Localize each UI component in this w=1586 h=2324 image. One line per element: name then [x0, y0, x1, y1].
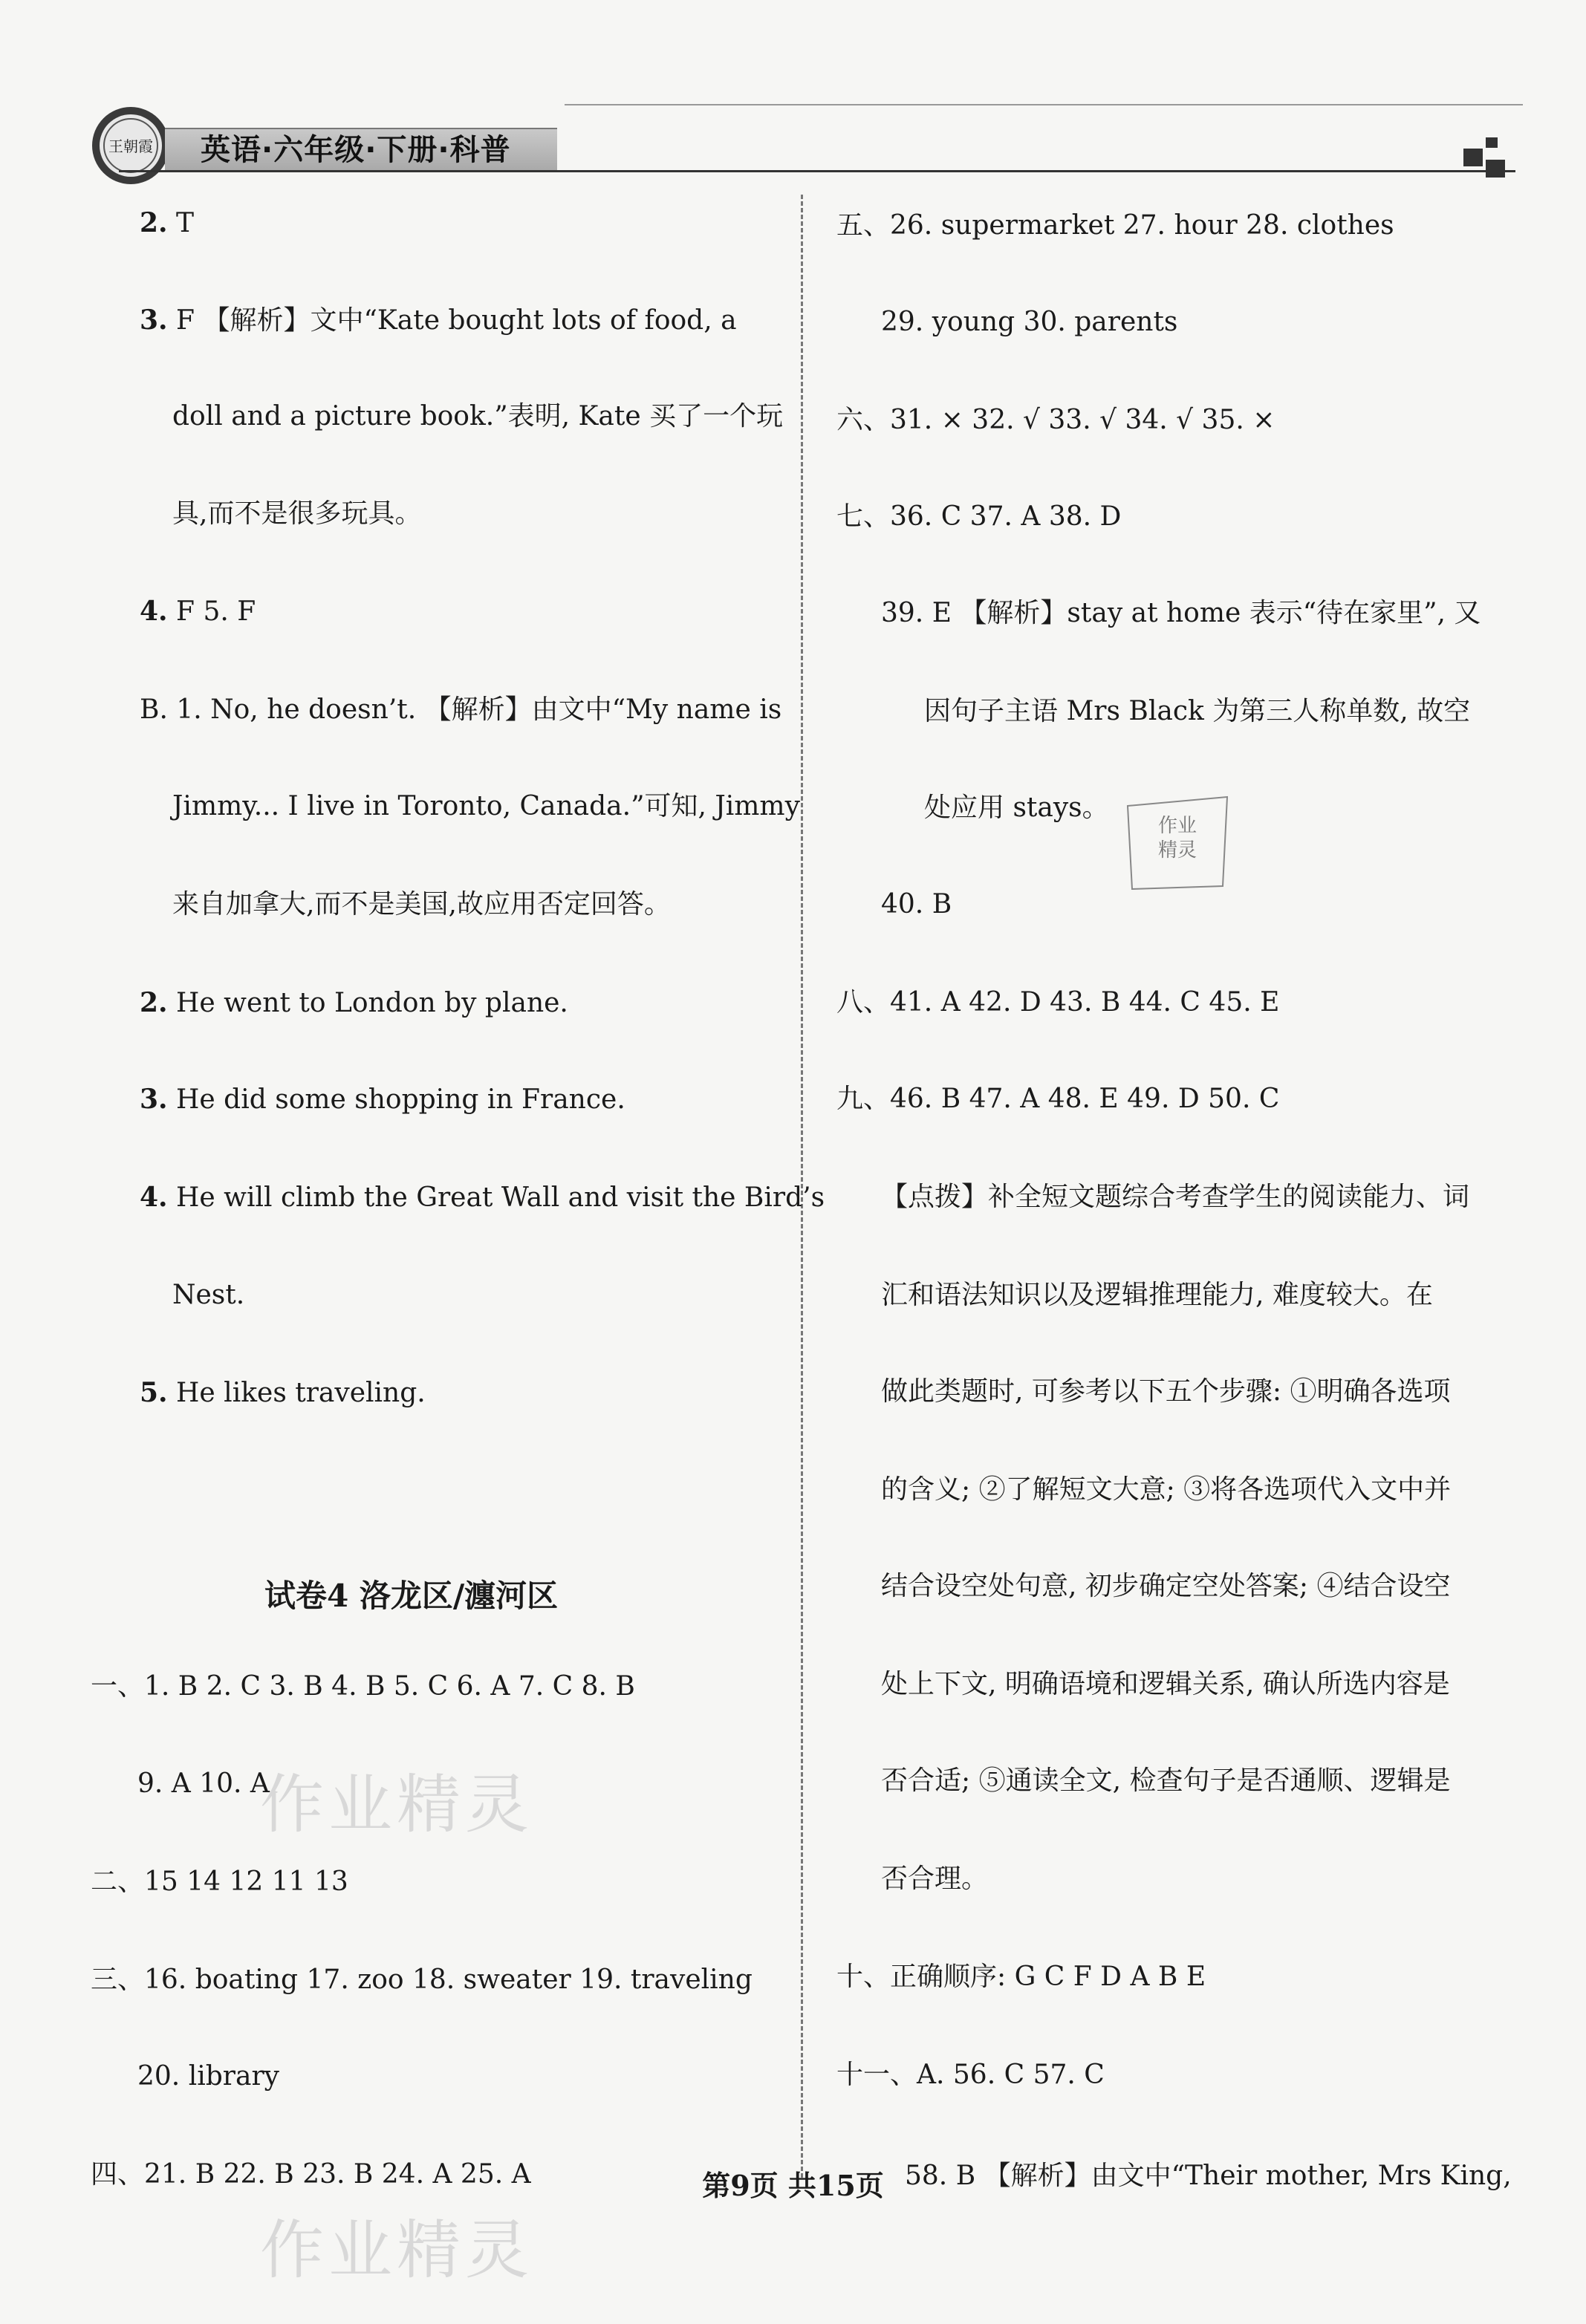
- answer-line: 20. library: [137, 2061, 279, 2092]
- header-title: 英语·六年级·下册·科普: [201, 133, 511, 167]
- answer-line: 3. F 【解析】文中“Kate bought lots of food, a: [140, 305, 737, 336]
- answer-line: 五、26. supermarket 27. hour 28. clothes: [836, 210, 1394, 241]
- answer-line: 40. B: [881, 889, 952, 919]
- answer-line: doll and a picture book.”表明, Kate 买了一个玩: [172, 401, 784, 432]
- answer-line: 来自加拿大,而不是美国,故应用否定回答。: [172, 889, 671, 919]
- answer-line: 处上下文, 明确语境和逻辑关系, 确认所选内容是: [881, 1669, 1450, 1699]
- answer-line: 处应用 stays。: [924, 792, 1109, 823]
- answer-line: 具,而不是很多玩具。: [172, 498, 422, 529]
- answer-line: 十一、A. 56. C 57. C: [836, 2060, 1105, 2090]
- corner-square-icon: [1486, 160, 1505, 178]
- answer-line: 否合适; ⑤通读全文, 检查句子是否通顺、逻辑是: [881, 1765, 1451, 1796]
- section-title: 试卷4 洛龙区/瀍河区: [264, 1578, 559, 1614]
- svg-text:作业: 作业: [1157, 815, 1197, 837]
- answer-line: 汇和语法知识以及逻辑推理能力, 难度较大。在: [881, 1280, 1433, 1310]
- answer-line: 【点拨】补全短文题综合考查学生的阅读能力、词: [881, 1182, 1470, 1212]
- header-top-rule: [565, 104, 1523, 105]
- answer-line: Jimmy... I live in Toronto, Canada.”可知, Jimmy: [172, 791, 800, 821]
- answer-line: 一、1. B 2. C 3. B 4. B 5. C 6. A 7. C 8. B: [91, 1671, 635, 1702]
- answer-line: 58. B 【解析】由文中“Their mother, Mrs King,: [905, 2161, 1512, 2191]
- answer-line: 4. F 5. F: [140, 596, 256, 627]
- answer-line: 七、36. C 37. A 38. D: [836, 501, 1122, 532]
- corner-square-icon: [1463, 149, 1483, 166]
- answer-line: 否合理。: [881, 1864, 989, 1894]
- answer-line: B. 1. No, he doesn’t. 【解析】由文中“My name is: [140, 694, 782, 725]
- answer-line: 的含义; ②了解短文大意; ③将各选项代入文中并: [881, 1474, 1452, 1505]
- answer-line: 4. He will climb the Great Wall and visit the Bird’s: [140, 1182, 825, 1213]
- logo-text: 王朝霞: [108, 137, 153, 155]
- answer-line: 六、31. × 32. √ 33. √ 34. √ 35. ×: [836, 405, 1275, 435]
- watermark: 作业精灵: [260, 1768, 533, 1842]
- answer-line: 9. A 10. A: [137, 1768, 270, 1799]
- answer-line: 39. E 【解析】stay at home 表示“待在家里”, 又: [881, 598, 1481, 628]
- watermark: 作业精灵: [260, 2213, 533, 2288]
- answer-line: 2. T: [140, 207, 195, 238]
- stamp: [1122, 791, 1233, 895]
- answer-line: 十、正确顺序: G C F D A B E: [836, 1962, 1206, 1992]
- answer-line: Nest.: [172, 1280, 245, 1310]
- answer-line: 结合设空处句意, 初步确定空处答案; ④结合设空: [881, 1571, 1451, 1601]
- answer-line: 八、41. A 42. D 43. B 44. C 45. E: [836, 987, 1280, 1018]
- corner-square-icon: [1486, 137, 1498, 148]
- svg-text:精灵: 精灵: [1157, 839, 1197, 862]
- publisher-logo: [89, 104, 172, 187]
- answer-line: 四、21. B 22. B 23. B 24. A 25. A: [91, 2159, 531, 2190]
- answer-line: 5. He likes traveling.: [140, 1377, 426, 1408]
- answer-line: 因句子主语 Mrs Black 为第三人称单数, 故空: [924, 696, 1471, 726]
- answer-line: 3. He did some shopping in France.: [140, 1084, 625, 1115]
- header-rule: [119, 170, 1515, 172]
- answer-line: 三、16. boating 17. zoo 18. sweater 19. traveling: [91, 1965, 753, 1995]
- answer-line: 做此类题时, 可参考以下五个步骤: ①明确各选项: [881, 1376, 1451, 1407]
- answer-line: 29. young 30. parents: [881, 307, 1178, 337]
- answer-line: 九、46. B 47. A 48. E 49. D 50. C: [836, 1084, 1280, 1114]
- answer-line: 2. He went to London by plane.: [140, 987, 568, 1018]
- answer-line: 二、15 14 12 11 13: [91, 1866, 348, 1897]
- page-number: 第9页 共15页: [702, 2169, 884, 2202]
